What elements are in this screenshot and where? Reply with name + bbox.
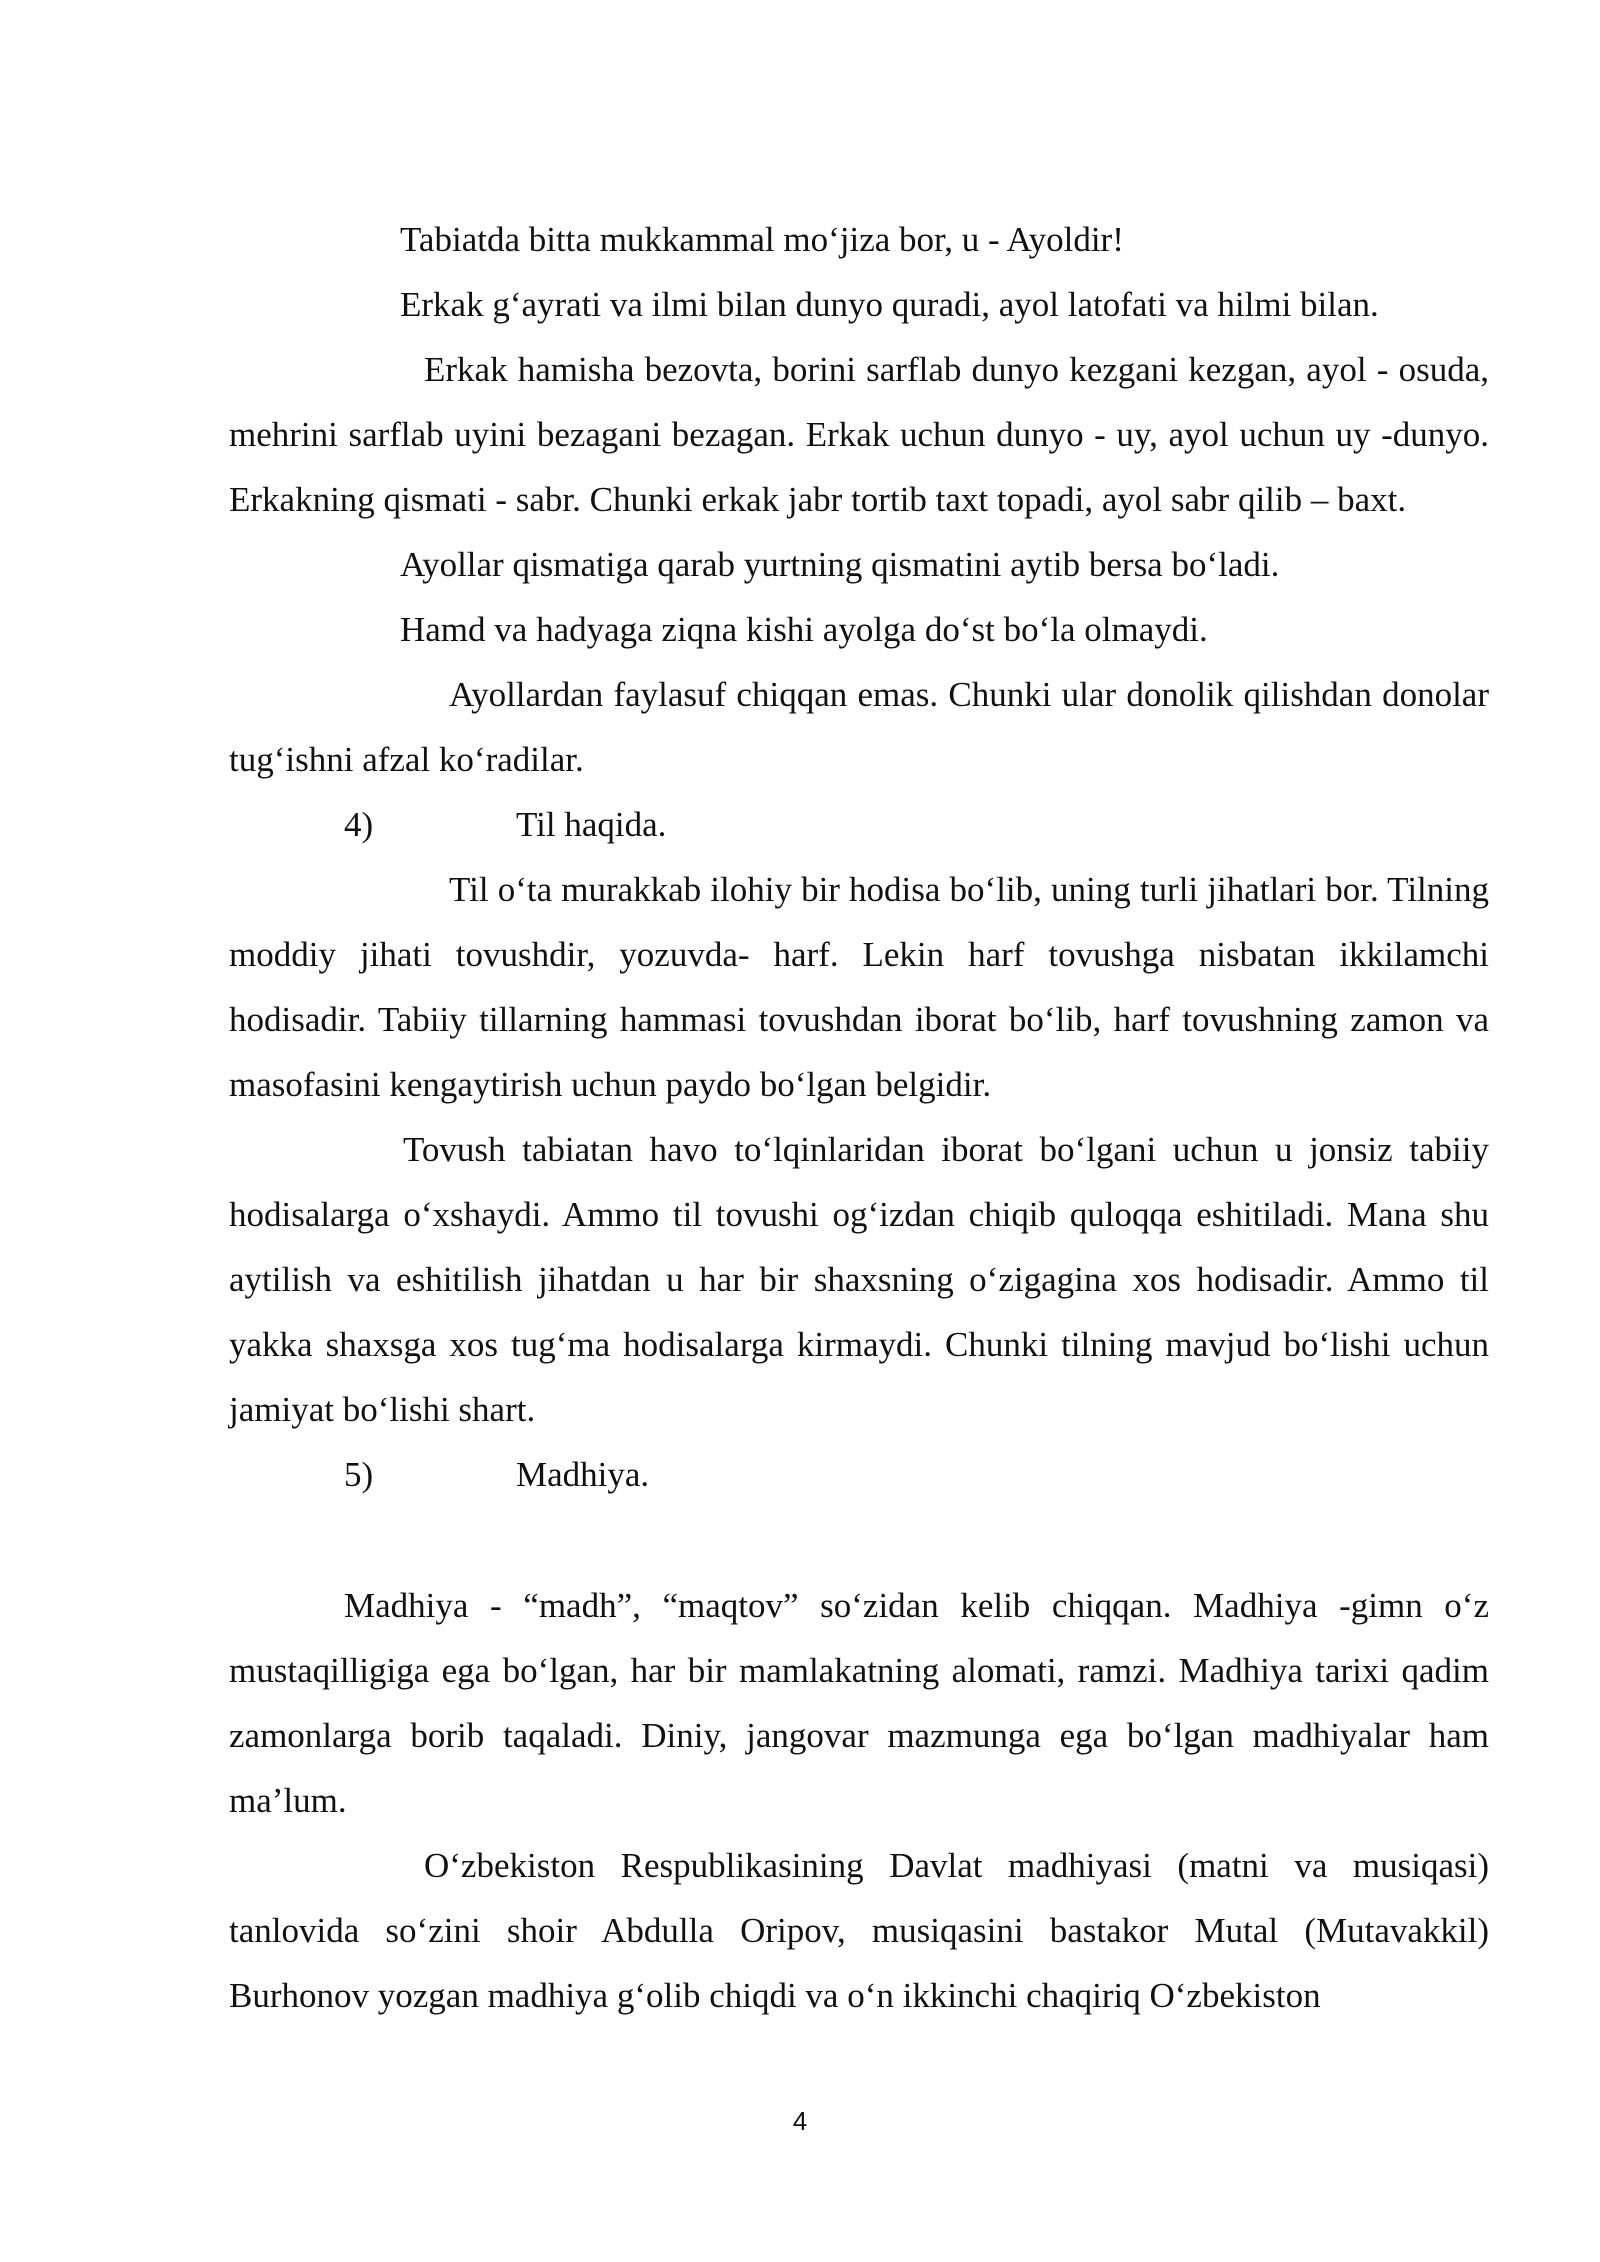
body-text xyxy=(229,207,1489,2028)
section-number: 5) xyxy=(344,1455,374,1494)
paragraph: O‘zbekiston Respublikasining Davlat madhiyasi (matni va musiqasi) tanlovida so‘zini shoir Abdulla Oripov, musiqasini bastakor Mutal (Mutavakkil) Burhonov yozgan madhiya g‘olib chiqdi va o‘n ikkinchi chaqiriq O‘zbekiston xyxy=(229,1846,1489,2015)
section-heading xyxy=(229,1442,1489,1507)
paragraph: Tovush tabiatan havo to‘lqinlaridan iborat bo‘lgani uchun u jonsiz tabiiy hodisalarga o‘xshaydi. Ammo til tovushi og‘izdan chiqib quloqqa eshitiladi. Mana shu aytilish va eshitilish jihatdan u har bir shaxsning o‘zigagina xos hodisadir. Ammo til yakka shaxsga xos tug‘ma hodisalarga kirmaydi. Chunki tilning mavjud bo‘lishi uchun jamiyat bo‘lishi shart. xyxy=(229,1130,1489,1429)
paragraph: Til o‘ta murakkab ilohiy bir hodisa bo‘lib, uning turli jihatlari bor. Tilning moddiy jihati tovushdir, yozuvda- harf. Lekin harf tovushga nisbatan ikkilamchi hodisadir. Tabiiy tillarning hammasi tovushdan iborat bo‘lib, harf tovushning zamon va masofasini kengaytirish uchun paydo bo‘lgan belgidir. xyxy=(229,870,1489,1104)
paragraph: Madhiya - “madh”, “maqtov” so‘zidan kelib chiqqan. Madhiya -gimn o‘z mustaqilligiga ega bo‘lgan, har bir mamlakatning alomati, ramzi. Madhiya tarixi qadim zamonlarga borib taqaladi. Diniy, jangovar mazmunga ega bo‘lgan madhiyalar ham ma’lum. xyxy=(229,1586,1489,1820)
section-heading xyxy=(229,792,1489,857)
section-title: Madhiya. xyxy=(516,1455,650,1494)
paragraph: Ayollar qismatiga qarab yurtning qismatini aytib bersa bo‘ladi. xyxy=(400,545,1280,584)
paragraph: Hamd va hadyaga ziqna kishi ayolga do‘st bo‘la olmaydi. xyxy=(400,610,1208,649)
paragraph: Erkak hamisha bezovta, borini sarflab dunyo kezgani kezgan, ayol - osuda, mehrini sarflab uyini bezagani bezagan. Erkak uchun dunyo - uy, ayol uchun uy -dunyo. Erkakning qismati - sabr. Chunki erkak jabr tortib taxt topadi, ayol sabr qilib – baxt. xyxy=(229,350,1489,519)
section-number: 4) xyxy=(344,805,374,844)
section-title: Til haqida. xyxy=(516,805,667,844)
paragraph: Erkak g‘ayrati va ilmi bilan dunyo quradi, ayol latofati va hilmi bilan. xyxy=(400,285,1379,324)
paragraph: Ayollardan faylasuf chiqqan emas. Chunki ular donolik qilishdan donolar tug‘ishni afzal ko‘radilar. xyxy=(229,675,1489,779)
page-number: 4 xyxy=(792,2106,808,2136)
blank-line xyxy=(229,1507,1489,1573)
paragraph: Tabiatda bitta mukkammal mo‘jiza bor, u - Ayoldir! xyxy=(400,220,1124,259)
